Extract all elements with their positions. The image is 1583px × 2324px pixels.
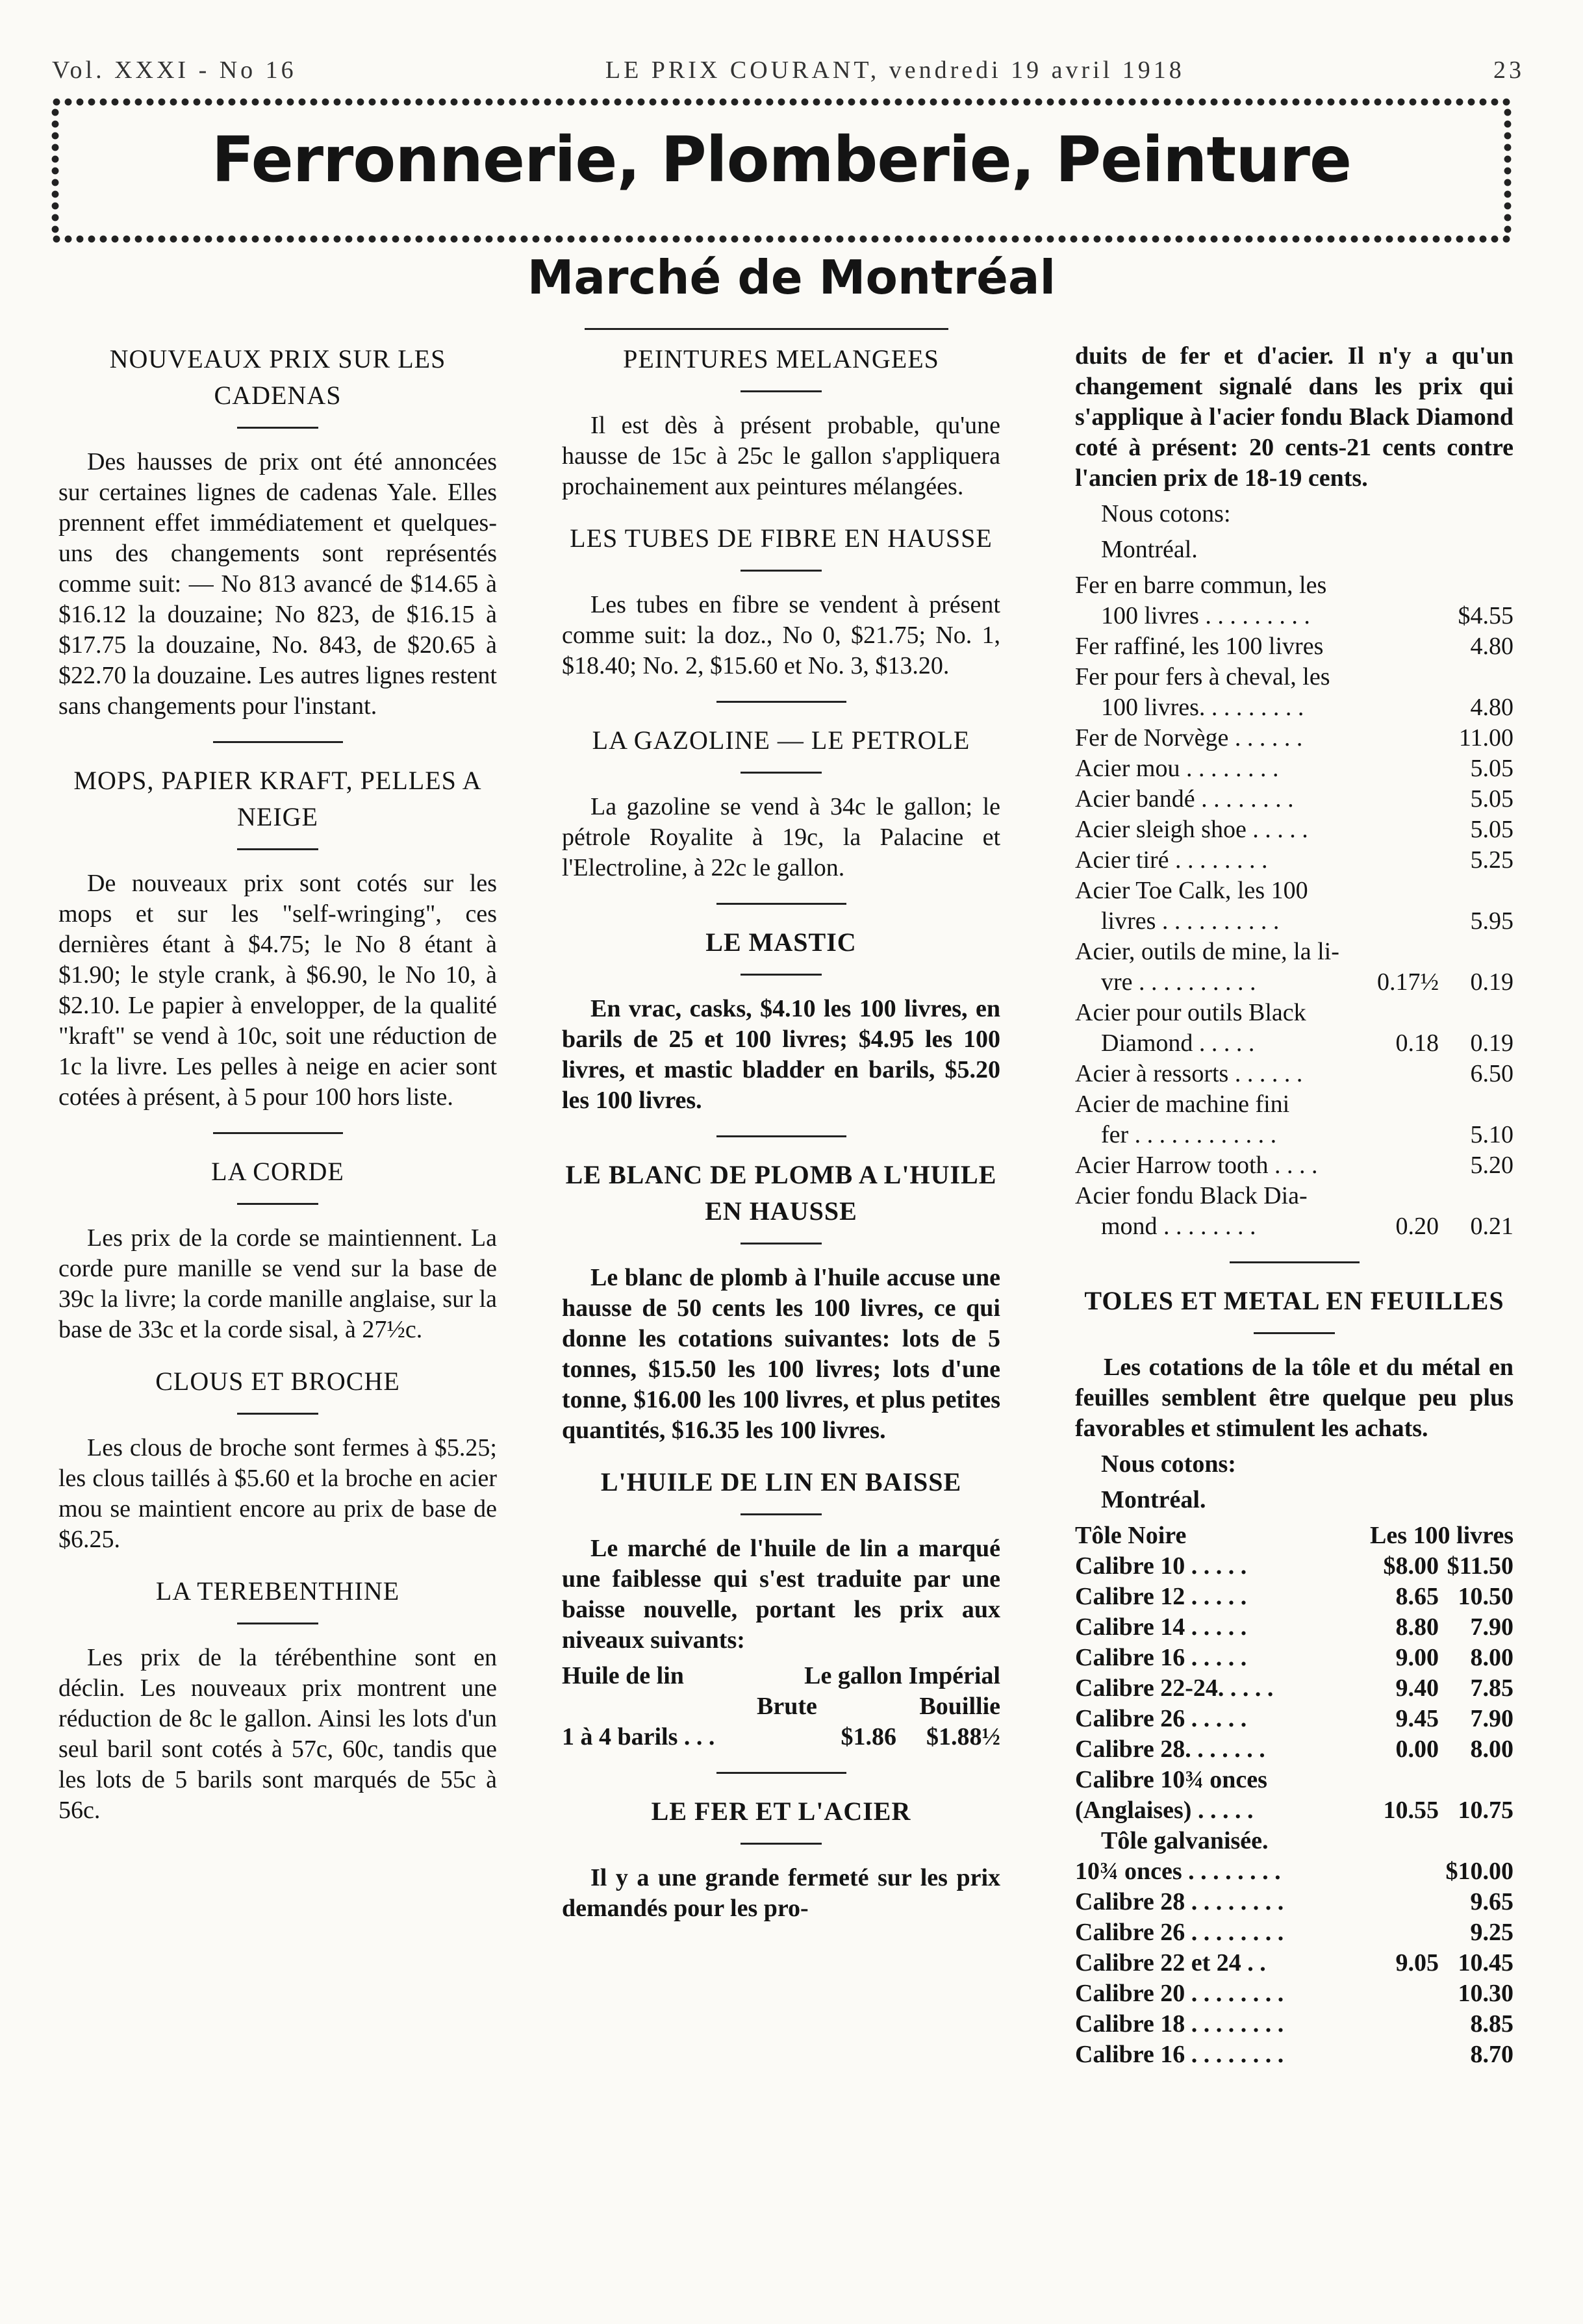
heading-clous: CLOUS ET BROCHE xyxy=(155,1367,400,1396)
rule xyxy=(237,1413,318,1415)
tole-label: Calibre 10 . . . . . xyxy=(1075,1552,1247,1580)
price-value-1: 0.17½ xyxy=(1377,968,1439,996)
anglaises-v2: 10.75 xyxy=(1458,1797,1513,1824)
heading-corde: LA CORDE xyxy=(211,1157,344,1186)
tole-value-2: 8.00 xyxy=(1470,1644,1513,1671)
huile-table-columns xyxy=(562,1691,1000,1722)
huile-table-unit: Le gallon Impérial xyxy=(804,1662,1000,1689)
article-toles: Les cotations de la tôle et du métal en feuilles semblent être quelque peu plus favorables et stimulent les achats. xyxy=(1075,1354,1513,1442)
price-label: Acier Toe Calk, les 100 xyxy=(1075,877,1308,904)
separator xyxy=(1230,1261,1360,1263)
price-label: Acier sleigh shoe . . . . . xyxy=(1075,816,1308,843)
article-gazoline: La gazoline se vend à 34c le gallon; le pétrole Royalite à 19c, la Palacine et l'Electroline, à 22c le gallon. xyxy=(562,793,1000,881)
galv-value-2: $10.00 xyxy=(1445,1858,1513,1885)
price-value-1: 0.20 xyxy=(1395,1213,1439,1240)
price-value: 11.00 xyxy=(1458,724,1513,752)
page-header xyxy=(52,51,1525,90)
price-value: $4.55 xyxy=(1458,602,1513,629)
price-value: 5.05 xyxy=(1470,785,1513,813)
tole-row xyxy=(1075,1582,1513,1612)
volume-number: Vol. XXXI - No 16 xyxy=(52,57,297,84)
price-label: Acier pour outils Black xyxy=(1075,999,1306,1026)
galv-value-2: 9.25 xyxy=(1470,1919,1513,1946)
price-label: Acier fondu Black Dia- xyxy=(1075,1182,1308,1209)
tole-value-2: 7.90 xyxy=(1470,1613,1513,1641)
rule xyxy=(741,974,822,976)
separator xyxy=(213,741,343,743)
heading-blanc: LE BLANC DE PLOMB A L'HUILE EN HAUSSE xyxy=(565,1160,997,1226)
galv-value-2: 8.85 xyxy=(1470,2010,1513,2038)
tole-value-2: 7.85 xyxy=(1470,1674,1513,1702)
article-mops: De nouveaux prix sont cotés sur les mops et sur les "self-wringing", ces dernières étant à $4.75; le No 8 étant à $1.90; le style crank, à $6.90, le No 10, à $2.10. Le papier à envelopper, de la qualité "kraft" se vend à 10c, soit une réduction de 1c la livre. Les pelles à neige en acier sont cotées à présent, à 5 pour 100 hors liste. xyxy=(58,870,497,1111)
separator xyxy=(716,903,846,905)
price-label-cont: mond . . . . . . . . xyxy=(1101,1213,1256,1240)
galvanisee-row xyxy=(1075,1826,1513,1856)
galv-label: Calibre 28 . . . . . . . . xyxy=(1075,1888,1284,1915)
price-value: 0.19 xyxy=(1470,1029,1513,1057)
price-label-cont: 100 livres . . . . . . . . . xyxy=(1101,602,1310,629)
rule xyxy=(741,390,822,392)
article-peintures: Il est dès à présent probable, qu'une hausse de 15c à 25c le gallon s'appliquera prochainement aux peintures mélangées. xyxy=(562,412,1000,500)
tole-label: Calibre 16 . . . . . xyxy=(1075,1644,1247,1671)
rule xyxy=(237,1203,318,1205)
price-row xyxy=(1075,692,1513,723)
journal-dateline: LE PRIX COURANT, vendredi 19 avril 1918 xyxy=(605,57,1185,84)
row-bouillie: $1.88½ xyxy=(926,1723,1000,1750)
nous-cotons: Nous cotons: xyxy=(1101,500,1231,527)
price-label: Fer pour fers à cheval, les xyxy=(1075,663,1330,690)
price-value: 4.80 xyxy=(1470,633,1513,660)
tole-row xyxy=(1075,1643,1513,1673)
rule xyxy=(741,1843,822,1845)
market-title: Marché de Montréal xyxy=(527,250,1056,305)
price-row xyxy=(1075,1059,1513,1089)
row-brute: $1.86 xyxy=(841,1723,896,1750)
price-value: 5.10 xyxy=(1470,1121,1513,1148)
anglaises-label: Calibre 10¾ onces xyxy=(1075,1766,1267,1793)
column-3 xyxy=(1075,341,1513,2070)
tole-row xyxy=(1075,1704,1513,1734)
price-label-cont: Diamond . . . . . xyxy=(1101,1029,1255,1057)
price-value: 0.19 xyxy=(1470,968,1513,996)
price-value: 0.21 xyxy=(1470,1213,1513,1240)
rule xyxy=(741,1513,822,1515)
price-row xyxy=(1075,1120,1513,1150)
tole-value-1: 9.00 xyxy=(1395,1644,1439,1671)
price-label: Acier Harrow tooth . . . . xyxy=(1075,1152,1318,1179)
heading-cadenas: NOUVEAUX PRIX SUR LES CADENAS xyxy=(109,344,446,410)
galv-label: 10¾ onces . . . . . . . . xyxy=(1075,1858,1281,1885)
article-cadenas: Des hausses de prix ont été annoncées sur certaines lignes de cadenas Yale. Elles prennent effet immédiatement et quelques-uns des changements sont représentés comme suit: — No 813 avancé de $14.65 à $16.12 la douzaine; No 823, de $16.15 à $17.75 la douzaine, No. 843, de $20.65 à $22.70 la douzaine. Les autres lignes restent sans changements pour l'instant. xyxy=(58,448,497,720)
price-row xyxy=(1075,1028,1513,1059)
heading-gazoline: LA GAZOLINE — LE PETROLE xyxy=(592,726,970,755)
price-row xyxy=(1075,845,1513,876)
fer-price-list xyxy=(1075,570,1513,1242)
galv-label: Calibre 22 et 24 . . xyxy=(1075,1949,1266,1977)
article-clous: Les clous de broche sont fermes à $5.25; les clous taillés à $5.60 et la broche en acier mou se maintient encore au prix de base de $6.25. xyxy=(58,1434,497,1553)
anglaises-v1: 10.55 xyxy=(1383,1797,1439,1824)
tole-label: Calibre 14 . . . . . xyxy=(1075,1613,1247,1641)
price-label: Fer raffiné, les 100 livres xyxy=(1075,633,1324,660)
rule xyxy=(237,1623,318,1624)
article-blanc: Le blanc de plomb à l'huile accuse une hausse de 50 cents les 100 livres, ce qui donne les cotations suivantes: lots de 5 tonnes, $15.50 les 100 livres; lots d'une tonne, $16.00 les 100 livres, et plus petites quantités, $16.35 les 100 livres. xyxy=(562,1264,1000,1444)
rule xyxy=(741,1243,822,1244)
price-label: Acier, outils de mine, la li- xyxy=(1075,938,1339,965)
galv-value-1: 9.05 xyxy=(1395,1949,1439,1977)
galv-row xyxy=(1075,2040,1513,2070)
price-row xyxy=(1075,784,1513,815)
galv-row xyxy=(1075,1887,1513,1917)
price-row xyxy=(1075,631,1513,662)
price-value: 5.20 xyxy=(1470,1152,1513,1179)
price-label-cont: vre . . . . . . . . . . xyxy=(1101,968,1256,996)
column-1 xyxy=(58,341,497,1831)
heading-terebenthine: LA TEREBENTHINE xyxy=(155,1576,400,1606)
column-2 xyxy=(562,341,1000,1929)
article-mastic: En vrac, casks, $4.10 les 100 livres, en barils de 25 et 100 livres; $4.95 les 100 livres, et mastic bladder en barils, $5.20 les 100 livres. xyxy=(562,995,1000,1114)
galv-label: Calibre 18 . . . . . . . . xyxy=(1075,2010,1284,2038)
price-row-label xyxy=(1075,570,1513,601)
tole-value-2: $11.50 xyxy=(1447,1552,1513,1580)
tole-label: Calibre 22-24. . . . . xyxy=(1075,1674,1274,1702)
tole-label: Calibre 28. . . . . . . xyxy=(1075,1736,1265,1763)
montreal-toles: Montréal. xyxy=(1101,1486,1206,1513)
galv-row xyxy=(1075,1948,1513,1978)
price-label-cont: livres . . . . . . . . . . xyxy=(1101,907,1280,935)
anglaises-row-2 xyxy=(1075,1795,1513,1826)
heading-huile: L'HUILE DE LIN EN BAISSE xyxy=(600,1467,962,1497)
separator xyxy=(716,701,846,703)
price-label: Fer de Norvège . . . . . . xyxy=(1075,724,1303,752)
tole-value-1: 8.65 xyxy=(1395,1583,1439,1610)
price-value: 5.05 xyxy=(1470,755,1513,782)
rule xyxy=(237,848,318,850)
price-value: 6.50 xyxy=(1470,1060,1513,1087)
tole-value-1: 9.40 xyxy=(1395,1674,1439,1702)
heading-mops: MOPS, PAPIER KRAFT, PELLES A NEIGE xyxy=(73,766,482,831)
price-row xyxy=(1075,1150,1513,1181)
star-border-top xyxy=(51,97,1512,107)
galv-label: Calibre 26 . . . . . . . . xyxy=(1075,1919,1284,1946)
price-label-cont: 100 livres. . . . . . . . . xyxy=(1101,694,1304,721)
price-label: Fer en barre commun, les xyxy=(1075,572,1327,599)
separator xyxy=(716,1772,846,1774)
rule xyxy=(741,772,822,774)
tole-noire-label: Tôle Noire xyxy=(1075,1522,1187,1549)
galvanisee-list xyxy=(1075,1856,1513,2070)
tole-value-1: 8.80 xyxy=(1395,1613,1439,1641)
tole-value-1: 0.00 xyxy=(1395,1736,1439,1763)
galv-value-2: 10.30 xyxy=(1458,1980,1513,2007)
anglaises-row-1 xyxy=(1075,1765,1513,1795)
article-fer: Il y a une grande fermeté sur les prix demandés pour les pro- xyxy=(562,1864,1000,1922)
row-label: 1 à 4 barils . . . xyxy=(562,1723,715,1750)
anglaises-label-2: (Anglaises) . . . . . xyxy=(1075,1797,1254,1824)
price-row xyxy=(1075,967,1513,998)
galv-value-2: 10.45 xyxy=(1458,1949,1513,1977)
heading-peintures: PEINTURES MELANGEES xyxy=(623,344,939,373)
price-row-label xyxy=(1075,998,1513,1028)
article-corde: Les prix de la corde se maintiennent. La corde pure manille se vend sur la base de 39c la livre; la corde manille anglaise, sur la base de 33c et la corde sisal, à 27½c. xyxy=(58,1224,497,1343)
price-value: 5.95 xyxy=(1470,907,1513,935)
price-label: Acier mou . . . . . . . . xyxy=(1075,755,1279,782)
separator xyxy=(716,1135,846,1137)
rule xyxy=(1254,1332,1335,1334)
heading-toles: TOLES ET METAL EN FEUILLES xyxy=(1084,1286,1504,1315)
col-brute: Brute xyxy=(757,1693,817,1720)
article-huile: Le marché de l'huile de lin a marqué une faiblesse qui s'est traduite par une baisse nouvelle, portant les prix aux niveaux suivants: xyxy=(562,1535,1000,1654)
price-label: Acier à ressorts . . . . . . xyxy=(1075,1060,1303,1087)
price-row xyxy=(1075,753,1513,784)
tole-row xyxy=(1075,1551,1513,1582)
les-100-livres: Les 100 livres xyxy=(1370,1522,1513,1549)
montreal-label: Montréal. xyxy=(1101,536,1198,563)
article-tubes: Les tubes en fibre se vendent à présent comme suit: la doz., No 0, $21.75; No. 1, $18.40; No. 2, $15.60 et No. 3, $13.20. xyxy=(562,591,1000,679)
price-row xyxy=(1075,906,1513,937)
rule xyxy=(237,427,318,429)
galv-value-2: 8.70 xyxy=(1470,2041,1513,2068)
price-row xyxy=(1075,815,1513,845)
price-row-label xyxy=(1075,876,1513,906)
huile-table-row xyxy=(562,1722,1000,1752)
price-value-1: 0.18 xyxy=(1395,1029,1439,1057)
tole-value-2: 8.00 xyxy=(1470,1736,1513,1763)
nous-cotons-toles: Nous cotons: xyxy=(1101,1450,1236,1478)
tole-label: Calibre 12 . . . . . xyxy=(1075,1583,1247,1610)
galv-row xyxy=(1075,2009,1513,2040)
rule xyxy=(741,570,822,572)
huile-table-header xyxy=(562,1661,1000,1691)
separator xyxy=(213,1132,343,1134)
price-row-label xyxy=(1075,1089,1513,1120)
price-label: Acier de machine fini xyxy=(1075,1091,1290,1118)
price-row xyxy=(1075,723,1513,753)
price-label: Acier bandé . . . . . . . . xyxy=(1075,785,1294,813)
price-value: 4.80 xyxy=(1470,694,1513,721)
galv-row xyxy=(1075,1978,1513,2009)
section-title-box xyxy=(51,97,1512,244)
tole-noire-header xyxy=(1075,1521,1513,1551)
tole-row xyxy=(1075,1612,1513,1643)
tole-value-2: 7.90 xyxy=(1470,1705,1513,1732)
section-title: Ferronnerie, Plomberie, Peinture xyxy=(211,123,1352,196)
price-row-label xyxy=(1075,662,1513,692)
tole-row xyxy=(1075,1673,1513,1704)
huile-table-label: Huile de lin xyxy=(562,1662,684,1689)
price-row xyxy=(1075,1211,1513,1242)
price-row-label xyxy=(1075,1181,1513,1211)
price-label-cont: fer . . . . . . . . . . . . xyxy=(1101,1121,1277,1148)
tole-noire-list xyxy=(1075,1551,1513,1765)
galvanisee-label: Tôle galvanisée. xyxy=(1101,1827,1269,1854)
price-value: 5.05 xyxy=(1470,816,1513,843)
heading-fer: LE FER ET L'ACIER xyxy=(651,1797,911,1826)
galv-label: Calibre 20 . . . . . . . . xyxy=(1075,1980,1284,2007)
star-border-bottom xyxy=(51,234,1512,244)
page-number: 23 xyxy=(1493,57,1525,84)
heading-tubes: LES TUBES DE FIBRE EN HAUSSE xyxy=(570,524,993,553)
tole-value-1: $8.00 xyxy=(1383,1552,1439,1580)
price-row-label xyxy=(1075,937,1513,967)
galv-label: Calibre 16 . . . . . . . . xyxy=(1075,2041,1284,2068)
price-row xyxy=(1075,601,1513,631)
col-bouillie: Bouillie xyxy=(919,1693,1000,1720)
article-terebenthine: Les prix de la térébenthine sont en déclin. Les nouveaux prix montrent une réduction de 8c le gallon. Ainsi les lots d'un seul baril sont cotés à 57c, 60c, tandis que les lots de 5 barils sont marqués de 55c à 56c. xyxy=(58,1644,497,1824)
galv-value-2: 9.65 xyxy=(1470,1888,1513,1915)
galv-row xyxy=(1075,1917,1513,1948)
tole-label: Calibre 26 . . . . . xyxy=(1075,1705,1247,1732)
price-value: 5.25 xyxy=(1470,846,1513,874)
tole-value-2: 10.50 xyxy=(1458,1583,1513,1610)
heading-mastic: LE MASTIC xyxy=(705,928,857,957)
tole-value-1: 9.45 xyxy=(1395,1705,1439,1732)
galv-row xyxy=(1075,1856,1513,1887)
price-label: Acier tiré . . . . . . . . xyxy=(1075,846,1268,874)
tole-row xyxy=(1075,1734,1513,1765)
market-title-rule xyxy=(585,328,948,330)
article-fer-continued: duits de fer et d'acier. Il n'y a qu'un changement signalé dans les prix qui s'applique à l'acier fondu Black Diamond coté à présent: 20 cents-21 cents contre l'ancien prix de 18-19 cents. xyxy=(1075,342,1513,492)
